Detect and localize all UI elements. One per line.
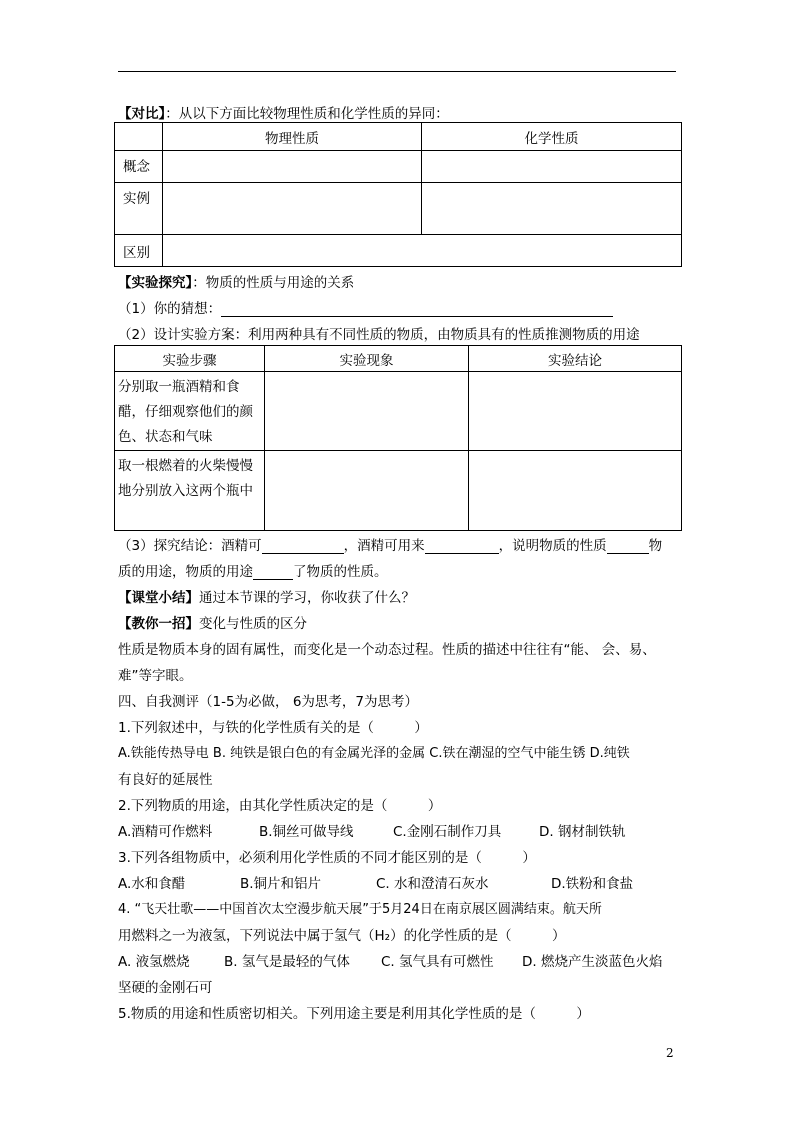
- tip-heading: [118, 612, 307, 632]
- question-1-options-2: 有良好的延展性: [118, 772, 213, 788]
- tip-line-1: 性质是物质本身的固有属性，而变化是一个动态过程。性质的描述中往往有“能、 会、易、: [118, 642, 656, 658]
- conclusion-blank-4[interactable]: [253, 565, 293, 580]
- experiment-phenomenon-1[interactable]: [265, 372, 469, 451]
- compare-header-physical: 物理性质: [163, 123, 422, 151]
- compare-concept-physical[interactable]: [163, 151, 422, 183]
- experiment-header-conclusion: 实验结论: [469, 346, 682, 372]
- experiment-heading: [118, 271, 354, 291]
- question-5: 5.物质的用途和性质密切相关。下列用途主要是利用其化学性质的是（ ）: [118, 1006, 590, 1022]
- compare-example-chemical[interactable]: [422, 183, 682, 235]
- compare-heading-text: ：从以下方面比较物理性质和化学性质的异同：: [165, 106, 449, 122]
- question-3-option-b[interactable]: B.铜片和铝片: [240, 876, 322, 892]
- compare-row-difference: 区别: [115, 235, 163, 267]
- experiment-table: [114, 345, 682, 531]
- experiment-phenomenon-2[interactable]: [265, 451, 469, 531]
- question-2-option-a[interactable]: A.酒精可作燃料: [118, 824, 213, 840]
- conclusion-line-2: [118, 560, 388, 580]
- header-rule: [118, 71, 676, 72]
- question-2: 2.下列物质的用途，由其化学性质决定的是（ ）: [118, 798, 442, 814]
- conclusion-line-1: [118, 534, 662, 554]
- question-4-option-a[interactable]: A. 液氢燃烧: [118, 954, 190, 970]
- summary-line: [118, 586, 415, 606]
- question-4-option-d[interactable]: D. 燃烧产生淡蓝色火焰: [522, 954, 663, 970]
- experiment-heading-bracket: 【实验探究】: [118, 275, 193, 291]
- question-2-option-c[interactable]: C.金刚石制作刀具: [393, 824, 502, 840]
- design-line: （2）设计实验方案：利用两种具有不同性质的物质，由物质具有的性质推测物质的用途: [118, 327, 640, 343]
- compare-header-chemical: 化学性质: [422, 123, 682, 151]
- question-1: 1.下列叙述中，与铁的化学性质有关的是（ ）: [118, 720, 428, 736]
- experiment-step-2: 取一根燃着的火柴慢慢地分别放入这两个瓶中: [115, 451, 265, 531]
- experiment-step-1: 分别取一瓶酒精和食醋，仔细观察他们的颜色、状态和气味: [115, 372, 265, 451]
- page-number: 2: [666, 1046, 674, 1060]
- experiment-heading-text: ：物质的性质与用途的关系: [192, 275, 355, 291]
- conclusion-blank-3[interactable]: [607, 539, 649, 554]
- compare-table: [114, 122, 682, 267]
- compare-row-concept: 概念: [115, 151, 163, 183]
- experiment-conclusion-2[interactable]: [469, 451, 682, 531]
- conclusion-blank-1[interactable]: [262, 539, 344, 554]
- tip-text: 变化与性质的区分: [199, 616, 307, 632]
- question-3-option-d[interactable]: D.铁粉和食盐: [551, 876, 634, 892]
- question-1-options-1: A.铁能传热导电 B. 纯铁是银白色的有金属光泽的金属 C.铁在潮湿的空气中能生锈 D.纯铁: [118, 746, 630, 761]
- self-test-heading: 四、自我测评（1-5为必做， 6为思考，7为思考）: [118, 694, 419, 710]
- guess-label: （1）你的猜想：: [118, 301, 222, 317]
- summary-bracket: 【课堂小结】: [118, 590, 199, 606]
- question-4-option-c[interactable]: C. 氢气具有可燃性: [381, 954, 494, 970]
- compare-difference-cell[interactable]: [163, 235, 682, 267]
- question-3-option-a[interactable]: A.水和食醋: [118, 876, 186, 892]
- question-4-line-4: 坚硬的金刚石可: [118, 980, 213, 996]
- question-4-line-1: 4. “飞天壮歌——中国首次太空漫步航天展”于5月24日在南京展区圆满结束。航天所: [118, 902, 602, 917]
- conclusion-text-f: 了物质的性质。: [293, 564, 388, 580]
- compare-header-empty: [115, 123, 163, 151]
- question-2-option-b[interactable]: B.铜丝可做导线: [259, 824, 354, 840]
- experiment-conclusion-1[interactable]: [469, 372, 682, 451]
- question-4-option-b[interactable]: B. 氢气是最轻的气体: [224, 954, 350, 970]
- conclusion-text-c: ，说明物质的性质: [498, 538, 607, 554]
- question-3: 3.下列各组物质中，必须利用化学性质的不同才能区别的是（ ）: [118, 850, 536, 866]
- experiment-header-steps: 实验步骤: [115, 346, 265, 372]
- compare-concept-chemical[interactable]: [422, 151, 682, 183]
- conclusion-text-b: ，酒精可用来: [343, 538, 425, 554]
- question-2-option-d[interactable]: D. 钢材制铁轨: [539, 824, 626, 840]
- conclusion-text-a: （3）探究结论：酒精可: [118, 538, 262, 554]
- guess-blank[interactable]: [221, 302, 613, 317]
- conclusion-text-e: 质的用途，物质的用途: [118, 564, 253, 580]
- tip-line-2: 难”等字眼。: [118, 668, 193, 684]
- question-3-option-c[interactable]: C. 水和澄清石灰水: [376, 876, 489, 892]
- conclusion-blank-2[interactable]: [425, 539, 499, 554]
- conclusion-text-d: 物: [648, 538, 663, 554]
- guess-line: [118, 297, 613, 317]
- tip-bracket: 【教你一招】: [118, 616, 199, 632]
- summary-text: 通过本节课的学习，你收获了什么？: [199, 590, 415, 606]
- experiment-header-phenomenon: 实验现象: [265, 346, 469, 372]
- compare-row-example: 实例: [115, 183, 163, 235]
- compare-heading: [118, 102, 449, 122]
- compare-heading-bracket: 【对比】: [118, 106, 166, 122]
- compare-example-physical[interactable]: [163, 183, 422, 235]
- question-4-line-2: 用燃料之一为液氢，下列说法中属于氢气（H₂）的化学性质的是（ ）: [118, 928, 566, 944]
